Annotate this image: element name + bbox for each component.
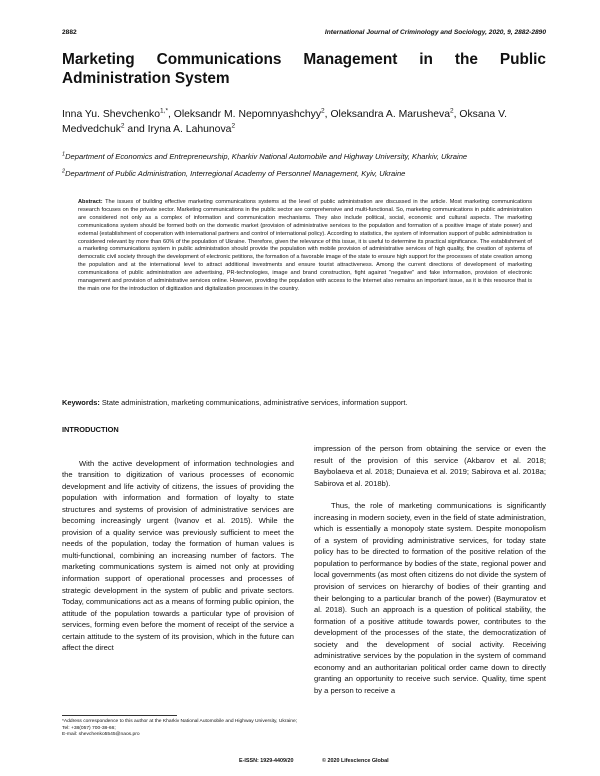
author-affil-mark: 2 (120, 122, 125, 130)
author-affil-mark: 1,* (160, 107, 168, 115)
section-heading: INTRODUCTION (62, 425, 119, 434)
body-paragraph: impression of the person from obtaining the service or even the result of the provision of this service (Akbarov et al. 2018; Baybolaeva et al. 2018; Dunaieva et al. 2019; Sabirova et al. 2018a; Sabirova et al. 2018b). (314, 444, 546, 488)
author-name: Oleksandra A. Marusheva (330, 109, 450, 120)
body-paragraph: With the active development of information technologies and the transition to digitization of various processes of economic development and life activity of citizens, the issues of providing the population with information and formation of loyalty to state structures and systems of provision of administrative services are becoming increasingly urgent (Ivanov et al. 2015). While the provision of a quality service was previously sufficient to meet the needs of the population, today the formation of human values is multi-functional, combining an increasing number of factors. The marketing communications system is aimed not only at providing information support of operational processes and processes of strategic development in the system of public and private sectors. Today, communications act as a means of forming public opinion, the attitude of the population towards a particular type of provision of services, forming even before the moment of receipt of the service a certain attitude to the system of its provision, which in the future can affect the direct (62, 458, 294, 653)
author-separator: and (124, 123, 148, 135)
author-name: Iryna A. Lahunova (147, 123, 232, 135)
author-list (62, 108, 546, 137)
author-separator: , (167, 109, 174, 120)
affil-mark: 1 (62, 151, 66, 158)
body-column-right (314, 443, 546, 707)
body-column-left (62, 424, 294, 665)
page-number: 2882 (62, 29, 77, 36)
issn: E-ISSN: 1929-4409/20 (239, 758, 294, 764)
copyright: © 2020 Lifescience Global (322, 758, 389, 764)
affil-mark: 2 (62, 167, 66, 174)
abstract-text: The issues of building effective marketing communications systems at the level of public administration are discussed in the article. Most marketing communications research focuses on the private sector. Marketing communications in the public sector are comprehensive and multi-functional. So, marketing communications in public administration are considered not only as a complex of information and communication mechanisms. They also include political, social, economic and cultural aspects. The marketing communications system should be formed both on the domestic market (provision of administrative services to the population and formation of a positive image of state power) and external (establishment of cooperation with international partners and control of international policy). According to statistics, the system of information support of public administration is considered relevant by more than 60% of the population of Ukraine. Therefore, given the relevance of this issue, it is useful to determine its practical significance. The establishment of a marketing communications system in public administration should provide the population with mobile provision of administrative services of high quality, the creation of systems of democratic civil society through the development of electronic petitions, the formation of a favorable image of the state to ensure high support for the processes of state creation among the population and at the international level to attract additional investments and ensure tourist attractiveness. Among the current directions of development of marketing communications of public administration are advertising, PR-technologies, image and brand construction, fight against "negative" and fake information, provision of electronic management and provision of administrative services online. However, providing the population with access to the Internet also remains an important issue, as it is this resource that is the main one for the introduction of digitization and digitalization processes in the country. (78, 199, 532, 292)
author-affil-mark: 2 (321, 107, 325, 115)
footnote-divider (62, 715, 177, 716)
correspondence-footnote (62, 719, 302, 739)
author-affil-mark: 2 (231, 122, 236, 130)
footnote-email: E-mail: shevchenko5545@naos.pro (62, 732, 140, 738)
footnote-address: *Address correspondence to this author at the Kharkiv National Automobile and Highway University, Ukraine; Tel: +38(057) 700-38-66; (62, 719, 298, 731)
abstract-label: Abstract: (78, 199, 103, 205)
affiliations (62, 152, 546, 185)
abstract (78, 199, 532, 294)
keywords-label: Keywords: (62, 398, 100, 407)
journal-citation: International Journal of Criminology and Sociology, 2020, 9, 2882-2890 (324, 29, 546, 36)
affiliation (62, 169, 546, 180)
affil-text: Department of Public Administration, Interregional Academy of Personnel Management, Kyiv, Ukraine (65, 168, 406, 178)
author-affil-mark: 2 (450, 107, 454, 115)
author-name: Inna Yu. Shevchenko (62, 109, 161, 120)
keywords (62, 398, 546, 408)
author-name: Oksana V. Medvedchuk (62, 109, 507, 135)
author-name: Oleksandr M. Nepomnyashchyy (173, 109, 322, 120)
affiliation (62, 152, 546, 163)
author-separator: , (324, 109, 331, 120)
article-title: Marketing Communications Management in the Public Administration System (62, 51, 546, 87)
keywords-text: State administration, marketing communications, administrative services, information support. (101, 398, 408, 407)
affil-text: Department of Economics and Entrepreneurship, Kharkiv National Automobile and Highway University, Kharkiv, Ukraine (65, 152, 468, 161)
author-separator: , (453, 109, 460, 120)
body-paragraph: Thus, the role of marketing communications is significantly increasing in modern society, even in the field of state administration, which is essentially a monopoly state system. Despite monopolism of a system of providing administrative services, for today state policy has to be directed to formation of the positive relation of the population to performance by bodies of the state, regional power and local governments (as most often citizens do not divide the system of provision of services on hierarchy of bodies of their granting and their belonging to a particular branch of the power) (Baymuratov et al. 2018). Such an approach is a question of political stability, the formation of a positive attitude towards power, contributes to the development of the processes of the state, the democratization of society and the development of social activity. Receiving administrative services by the population in the system of command economy and an authoritarian political order came down to directly granting an opportunity to receive such service. Quality, time spent by a person to receive a (314, 501, 546, 695)
